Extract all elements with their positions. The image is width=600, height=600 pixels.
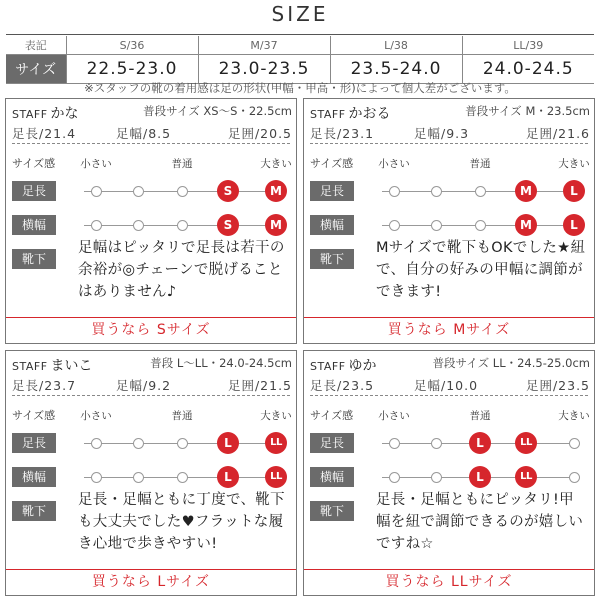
scale-dot [177,472,188,483]
scale-dot [569,472,580,483]
row-label-size: サイズ [6,55,66,84]
staff-card [5,350,297,596]
size-recommendation: 買うなら Mサイズ [304,317,594,343]
staff-card [303,98,595,344]
header-cell-ll: LL/39 [462,36,594,55]
scale-dot [91,438,102,449]
staff-name: まいこ [50,358,93,374]
row-label-length: 足長 [310,433,354,453]
staff-name: かな [50,106,79,122]
scale-dot [569,438,580,449]
row-label-width: 横幅 [12,467,56,487]
fit-scale-title: サイズ感 [310,409,354,422]
scale-dot [133,186,144,197]
scale-dot [133,438,144,449]
scale-small-label: 小さい [80,158,112,170]
foot-width: 足幅/8.5 [116,126,172,141]
staff-card [303,350,595,596]
foot-width: 足幅/9.2 [116,378,172,393]
staff-tag: STAFF [310,360,346,373]
value-cell-l: 23.5-24.0 [330,55,462,84]
scale-dot [91,220,102,231]
scale-dot [389,472,400,483]
dashed-divider [12,143,290,144]
scale-dot [91,186,102,197]
usual-size: 普段サイズ M・23.5cm [465,104,590,118]
row-label-width: 横幅 [310,215,354,235]
fit-scale-title: サイズ感 [12,157,56,170]
foot-girth: 足囲/21.6 [525,126,590,141]
size-marker: LL [515,432,537,454]
staff-header [12,103,292,121]
size-marker: L [217,432,239,454]
staff-comment: 足長・足幅ともにピッタリ!甲幅を紐で調節できるのが嬉しいですね☆ [376,492,584,552]
foot-measurements [310,124,590,140]
staff-comment: 足幅はピッタリで足長は若干の余裕が◎チェーンで脱げることはありません♪ [78,240,285,300]
staff-tag: STAFF [12,360,48,373]
header-cell-l: L/38 [330,36,462,55]
title-divider [6,34,594,35]
scale-dot [91,472,102,483]
foot-length: 足長/23.7 [12,378,77,393]
size-marker: S [217,214,239,236]
header-cell-notation: 表記 [24,39,47,52]
row-label-socks: 靴下 [310,501,354,521]
scale-dot [431,438,442,449]
usual-size: 普段 L〜LL・24.0-24.5cm [150,356,292,370]
scale-dot [133,220,144,231]
size-marker: L [469,432,491,454]
foot-measurements [12,376,292,392]
foot-measurements [12,124,292,140]
foot-length: 足長/23.5 [310,378,375,393]
size-marker: S [217,180,239,202]
size-marker: M [265,180,287,202]
size-marker: M [265,214,287,236]
scale-dot [133,472,144,483]
dashed-divider [310,143,588,144]
scale-dot [389,186,400,197]
foot-width: 足幅/10.0 [414,378,479,393]
scale-normal-label: 普通 [469,158,491,170]
row-label-width: 横幅 [12,215,56,235]
usual-size: 普段サイズ LL・24.5-25.0cm [432,356,590,370]
row-label-length: 足長 [310,181,354,201]
scale-dot [389,220,400,231]
scale-small-label: 小さい [378,158,410,170]
size-marker: L [469,466,491,488]
staff-tag: STAFF [12,108,48,121]
size-marker: LL [515,466,537,488]
scale-large-label: 大きい [558,158,590,170]
staff-header [310,355,590,373]
scale-normal-label: 普通 [171,158,193,170]
scale-dot [177,220,188,231]
scale-dot [475,186,486,197]
size-recommendation: 買うなら Sサイズ [6,317,296,343]
foot-length: 足長/21.4 [12,126,77,141]
staff-name: かおる [348,106,391,122]
size-table-header-row [6,36,594,55]
size-marker: LL [265,432,287,454]
row-label-length: 足長 [12,433,56,453]
row-label-socks: 靴下 [12,501,56,521]
staff-header [12,355,292,373]
size-recommendation: 買うなら LLサイズ [304,569,594,595]
fit-note: ※スタッフの靴の着用感は足の形状(甲幅・甲高・形)によって個人差がございます。 [84,81,516,95]
row-label-socks: 靴下 [12,249,56,269]
row-label-length: 足長 [12,181,56,201]
size-table [6,36,594,84]
foot-girth: 足囲/20.5 [227,126,292,141]
header-cell-m: M/37 [198,36,330,55]
fit-scale-title: サイズ感 [12,409,56,422]
scale-large-label: 大きい [260,410,292,422]
scale-normal-label: 普通 [171,410,193,422]
dashed-divider [12,395,290,396]
size-marker: L [563,214,585,236]
staff-card [5,98,297,344]
staff-comment: Mサイズで靴下もOKでした★紐で、自分の好みの甲幅に調節ができます! [376,240,586,300]
value-cell-s: 22.5-23.0 [66,55,198,84]
row-label-socks: 靴下 [310,249,354,269]
size-marker: L [563,180,585,202]
staff-header [310,103,590,121]
size-marker: M [515,214,537,236]
foot-girth: 足囲/21.5 [227,378,292,393]
size-marker: L [217,466,239,488]
scale-small-label: 小さい [80,410,112,422]
foot-measurements [310,376,590,392]
foot-width: 足幅/9.3 [414,126,470,141]
size-marker: M [515,180,537,202]
scale-dot [431,186,442,197]
scale-dot [177,186,188,197]
size-marker: LL [265,466,287,488]
size-recommendation: 買うなら Lサイズ [6,569,296,595]
scale-large-label: 大きい [558,410,590,422]
staff-name: ゆか [348,358,377,374]
scale-dot [431,472,442,483]
value-cell-m: 23.0-23.5 [198,55,330,84]
scale-large-label: 大きい [260,158,292,170]
scale-normal-label: 普通 [469,410,491,422]
scale-small-label: 小さい [378,410,410,422]
value-cell-ll: 24.0-24.5 [462,55,594,84]
scale-dot [389,438,400,449]
page-title: SIZE [271,2,329,26]
row-label-width: 横幅 [310,467,354,487]
scale-dot [475,220,486,231]
foot-length: 足長/23.1 [310,126,375,141]
fit-scale-title: サイズ感 [310,157,354,170]
scale-dot [431,220,442,231]
foot-girth: 足囲/23.5 [525,378,590,393]
header-cell-s: S/36 [66,36,198,55]
staff-comment: 足長・足幅ともに丁度で、靴下も大丈夫でした♥フラットな履き心地で歩きやすい! [78,492,285,552]
staff-tag: STAFF [310,108,346,121]
dashed-divider [310,395,588,396]
scale-dot [177,438,188,449]
usual-size: 普段サイズ XS〜S・22.5cm [143,104,292,118]
